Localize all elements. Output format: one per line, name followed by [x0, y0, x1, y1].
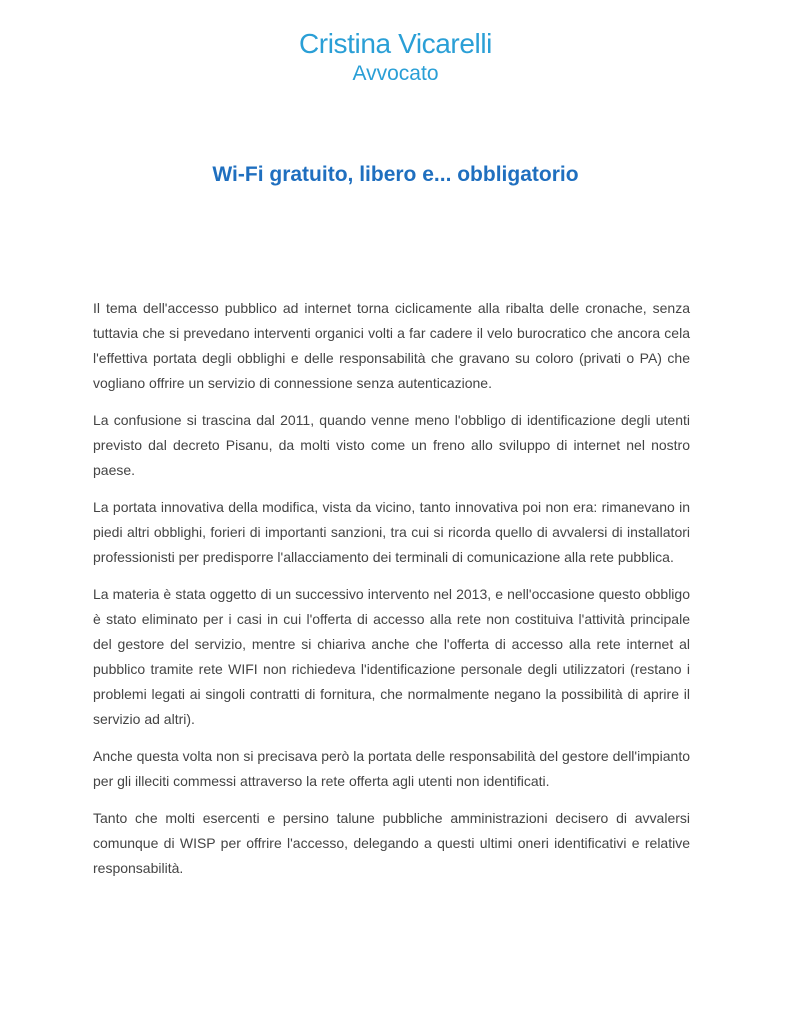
paragraph-1: Il tema dell'accesso pubblico ad internet torna ciclicamente alla ribalta delle cronache, senza tuttavia che si prevedano interventi organici volti a far cadere il velo burocratico che ancora cela l'effettiva portata degli obblighi e delle responsabilità che gravano su coloro (privati o PA) che vogliano offrire un servizio di connessione senza autenticazione. — [93, 300, 690, 391]
author-name: Cristina Vicarelli — [298, 28, 492, 59]
paragraph-4: La materia è stata oggetto di un successivo intervento nel 2013, e nell'occasione questo obbligo è stato eliminato per i casi in cui l'offerta di accesso alla rete non costituiva l'attività principale del gestore del servizio, mentre si chiariva anche che l'offerta di accesso alla rete internet al pubblico tramite rete WIFI non richiedeva l'identificazione personale degli utilizzatori (restano i problemi legati ai singoli contratti di fornitura, che normalmente negano la possibilità di aprire il servizio ad altri). — [93, 586, 690, 727]
author-role: Avvocato — [352, 62, 439, 85]
paragraph-6: Tanto che molti esercenti e persino talune pubbliche amministrazioni decisero di avvalersi comunque di WISP per offrire l'accesso, delegando a questi ultimi oneri identificativi e relative responsabilità. — [93, 810, 690, 876]
document-body — [93, 296, 690, 893]
paragraph-5: Anche questa volta non si precisava però la portata delle responsabilità del gestore dell'impianto per gli illeciti commessi attraverso la rete offerta agli utenti non identificati. — [93, 748, 690, 789]
letterhead — [0, 26, 791, 86]
paragraph-3: La portata innovativa della modifica, vista da vicino, tanto innovativa poi non era: rimanevano in piedi altri obblighi, forieri di importanti sanzioni, tra cui si ricorda quello di avvalersi di installatori professionisti per predisporre l'allacciamento dei terminali di comunicazione alla rete pubblica. — [93, 499, 690, 565]
paragraph-2: La confusione si trascina dal 2011, quando venne meno l'obbligo di identificazione degli utenti previsto dal decreto Pisanu, da molti visto come un freno allo sviluppo di internet nel nostro paese. — [93, 412, 690, 478]
document-title: Wi-Fi gratuito, libero e... obbligatorio — [212, 163, 579, 186]
